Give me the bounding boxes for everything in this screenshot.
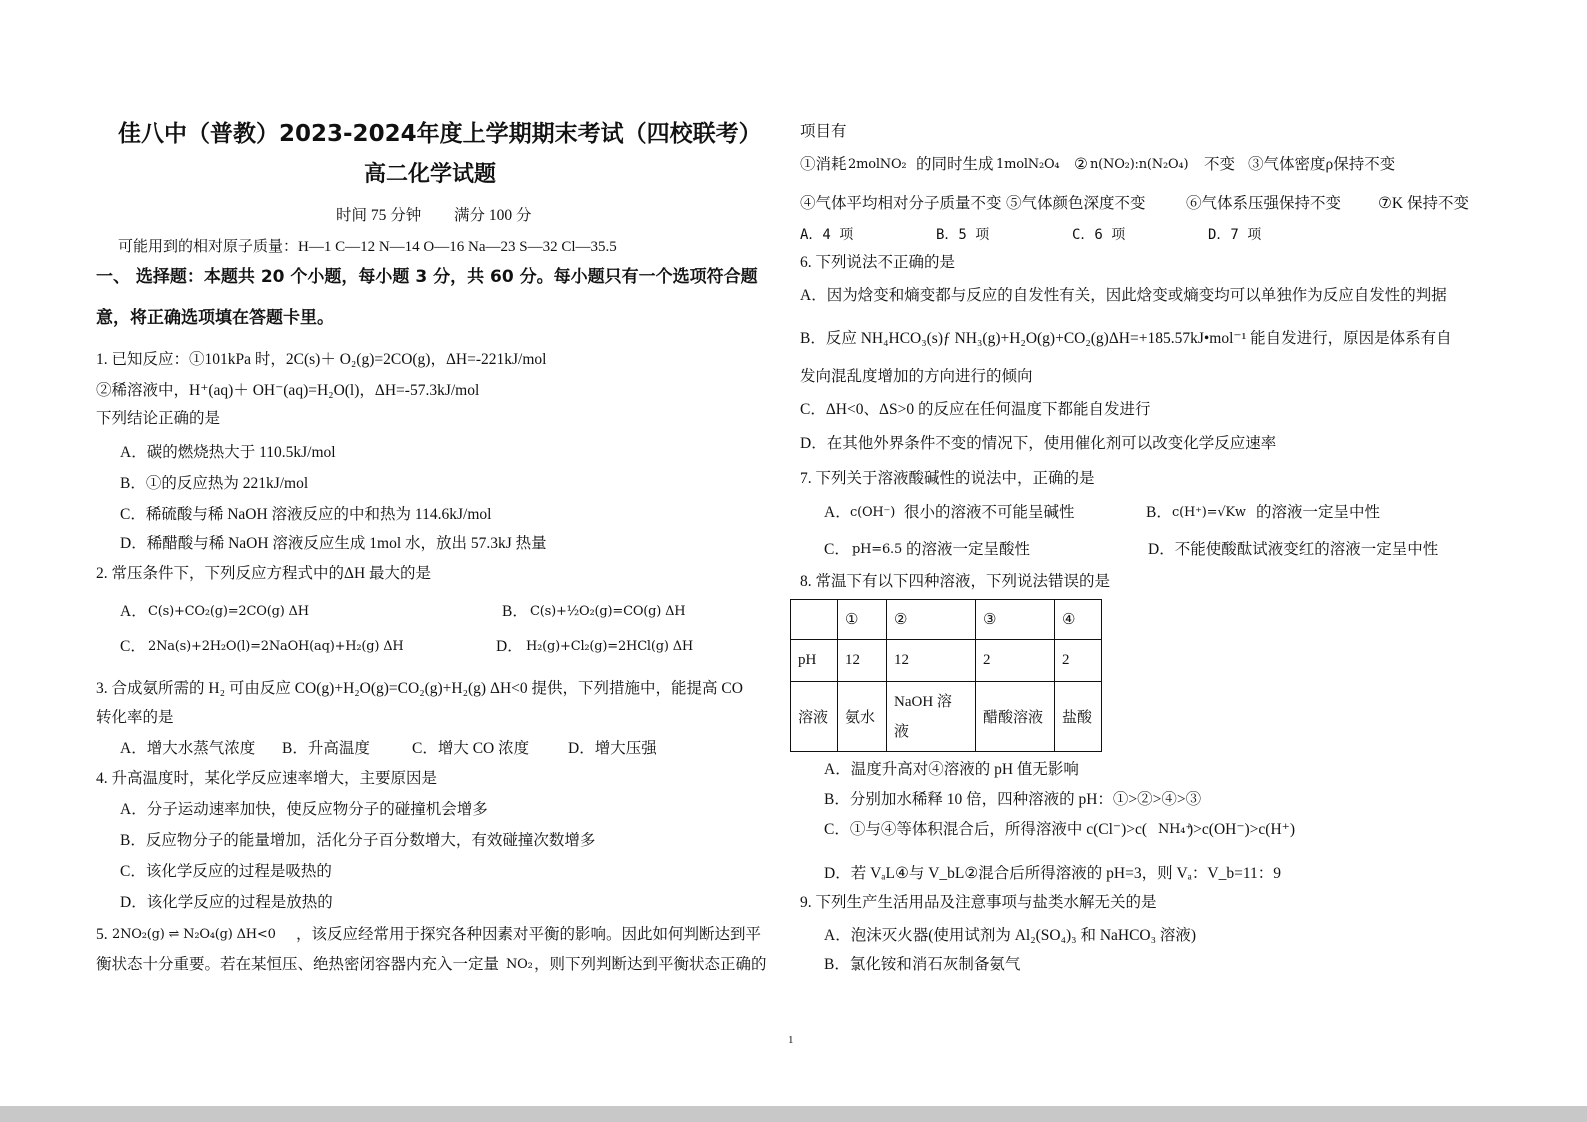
table-cell: 12 <box>838 640 887 682</box>
q5-item-3: ③气体密度ρ保持不变 <box>1248 156 1396 173</box>
table-cell: 氨水 <box>838 682 887 752</box>
q3-option-a: A．增大水蒸气浓度 <box>120 740 256 757</box>
table-row <box>791 682 1102 752</box>
q7-option-b-text: 的溶液一定呈中性 <box>1256 504 1381 521</box>
q5-item-2a: ② <box>1074 156 1088 173</box>
q5-option-c: C．6 项 <box>1072 227 1126 243</box>
table-cell: 2 <box>1055 640 1102 682</box>
q2-option-b-label: B． <box>502 603 528 620</box>
q5-item-2-eq: n(NO₂):n(N₂O₄) <box>1090 157 1189 172</box>
q5-option-a: A．4 项 <box>800 227 854 243</box>
q7-option-c-text: 的溶液一定呈酸性 <box>906 541 1031 558</box>
q5-item-5: ⑤气体颜色深度不变 <box>1006 195 1146 212</box>
q9-option-b: B．氯化铵和消石灰制备氨气 <box>824 956 1021 973</box>
q5-stem-2b: ，则下列判断达到平衡状态正确的 <box>534 956 767 973</box>
section-heading-line2: 意，将正确选项填在答题卡里。 <box>96 308 334 328</box>
q8-stem: 8. 常温下有以下四种溶液，下列说法错误的是 <box>800 573 1111 590</box>
exam-time: 时间 75 分钟 <box>336 207 422 224</box>
q5-stem-2a: 衡状态十分重要。若在某恒压、绝热密闭容器内充入一定量 <box>96 956 500 973</box>
q7-stem: 7. 下列关于溶液酸碱性的说法中，正确的是 <box>800 470 1095 487</box>
q3-stem-2: 转化率的是 <box>96 709 174 726</box>
q7-option-d: D．不能使酸酞试液变红的溶液一定呈中性 <box>1148 541 1439 558</box>
q3-option-c: C．增大 CO 浓度 <box>412 740 530 757</box>
q8-option-c-b: )>c(OH⁻)>c(H⁺) <box>1188 821 1295 838</box>
table-cell-line: NaOH 溶 <box>894 693 952 710</box>
q7-option-a-text: 很小的溶液不可能呈碱性 <box>904 504 1075 521</box>
q2-option-d-equation: H₂(g)+Cl₂(g)=2HCl(g) ΔH <box>526 639 694 654</box>
q9-stem: 9. 下列生产生活用品及注意事项与盐类水解无关的是 <box>800 894 1157 911</box>
q2-option-c-label: C． <box>120 638 146 655</box>
q6-option-b-1: B．反应 NH₄HCO₃(s)ƒ NH₃(g)+H₂O(g)+CO₂(g)ΔH=+185.57kJ•mol⁻¹ 能自发进行，原因是体系有自 <box>800 330 1452 347</box>
q3-option-b: B．升高温度 <box>282 740 370 757</box>
q7-option-c-eq: pH=6.5 <box>852 542 903 557</box>
table-cell: 12 <box>887 640 976 682</box>
table-cell: ② <box>887 600 976 640</box>
q5-item-1-eq2: 1molN₂O₄ <box>996 157 1060 172</box>
q2-stem: 2. 常压条件下，下列反应方程式中的ΔH 最大的是 <box>96 565 432 582</box>
table-row <box>791 640 1102 682</box>
q5-item-4: ④气体平均相对分子质量不变 <box>800 195 1002 212</box>
q1-stem-1: 1. 已知反应：①101kPa 时，2C(s)＋ O₂(g)=2CO(g)，ΔH=-221kJ/mol <box>96 351 547 368</box>
q7-option-a-label: A． <box>824 504 851 521</box>
q1-option-b: B．①的反应热为 221kJ/mol <box>120 475 309 492</box>
section-heading-line1: 一、 选择题：本题共 20 个小题，每小题 3 分，共 60 分。每小题只有一个选项符合题 <box>96 267 758 287</box>
q8-solution-table <box>790 599 1102 752</box>
table-cell-line: 液 <box>894 723 910 740</box>
q5-equation: 2NO₂(g) ⇌ N₂O₄(g) ΔH<0 <box>112 927 276 942</box>
q5-number: 5. <box>96 926 108 943</box>
q2-option-a-label: A． <box>120 603 147 620</box>
q3-option-d: D．增大压强 <box>568 740 657 757</box>
table-cell: 醋酸溶液 <box>976 682 1055 752</box>
bottom-bar <box>0 1106 1587 1122</box>
q1-stem-3: 下列结论正确的是 <box>96 410 221 427</box>
q1-option-a: A．碳的燃烧热大于 110.5kJ/mol <box>120 444 336 461</box>
q5-stem-3: 项目有 <box>800 123 847 140</box>
q7-option-c-label: C． <box>824 541 850 558</box>
q5-item-1-eq1: 2molNO₂ <box>848 157 907 172</box>
q3-stem-1: 3. 合成氨所需的 H₂ 可由反应 CO(g)+H₂O(g)=CO₂(g)+H₂(g) ΔH<0 提供，下列措施中，能提高 CO <box>96 680 743 697</box>
q4-option-c: C．该化学反应的过程是吸热的 <box>120 863 332 880</box>
q2-option-a-equation: C(s)+CO₂(g)=2CO(g) ΔH <box>148 604 309 619</box>
atomic-masses: 可能用到的相对原子质量：H—1 C—12 N—14 O—16 Na—23 S—32 Cl—35.5 <box>118 239 617 255</box>
q6-stem: 6. 下列说法不正确的是 <box>800 254 956 271</box>
q8-option-c-eq: NH₄⁺ <box>1158 822 1192 837</box>
q5-option-b: B．5 项 <box>936 227 990 243</box>
table-cell: ④ <box>1055 600 1102 640</box>
q6-option-b-2: 发向混乱度增加的方向进行的倾向 <box>800 368 1033 385</box>
q5-stem-1: ，该反应经常用于探究各种因素对平衡的影响。因此如何判断达到平 <box>296 926 762 943</box>
q5-stem-2-eq: NO₂ <box>506 957 533 972</box>
q5-item-6: ⑥气体系压强保持不变 <box>1186 195 1342 212</box>
q6-option-a: A．因为焓变和熵变都与反应的自发性有关，因此焓变或熵变均可以单独作为反应自发性的判据 <box>800 287 1447 304</box>
q8-option-b: B．分别加水稀释 10 倍，四种溶液的 pH：①>②>④>③ <box>824 791 1202 808</box>
q7-option-b-label: B． <box>1146 504 1172 521</box>
q5-item-1b: 的同时生成 <box>916 156 994 173</box>
q5-item-2b: 不变 <box>1204 156 1236 173</box>
table-cell: ③ <box>976 600 1055 640</box>
table-cell: 2 <box>976 640 1055 682</box>
q1-option-c: C．稀硫酸与稀 NaOH 溶液反应的中和热为 114.6kJ/mol <box>120 506 492 523</box>
exam-score: 满分 100 分 <box>454 207 532 224</box>
exam-title: 佳八中（普教）2023-2024年度上学期期末考试（四校联考） <box>118 121 762 147</box>
q8-option-a: A．温度升高对④溶液的 pH 值无影响 <box>824 761 1079 778</box>
q1-stem-2: ②稀溶液中，H⁺(aq)＋ OH⁻(aq)=H₂O(l)，ΔH=-57.3kJ/mol <box>96 382 480 399</box>
q1-option-d: D．稀醋酸与稀 NaOH 溶液反应生成 1mol 水，放出 57.3kJ 热量 <box>120 535 547 552</box>
q7-option-a-eq: c(OH⁻) <box>850 505 896 520</box>
exam-subtitle: 高二化学试题 <box>364 162 497 187</box>
q7-option-b-eq: c(H⁺)=√Kw <box>1172 505 1246 520</box>
table-cell: ① <box>838 600 887 640</box>
q2-option-b-equation: C(s)+½O₂(g)=CO(g) ΔH <box>530 604 686 619</box>
q2-option-d-label: D． <box>496 638 523 655</box>
q4-option-b: B．反应物分子的能量增加，活化分子百分数增大，有效碰撞次数增多 <box>120 832 596 849</box>
q4-option-d: D．该化学反应的过程是放热的 <box>120 894 333 911</box>
table-header-row <box>791 600 1102 640</box>
page-number: 1 <box>788 1034 794 1046</box>
table-cell: 溶液 <box>791 682 838 752</box>
table-cell <box>791 600 838 640</box>
q6-option-c: C．ΔH<0、ΔS>0 的反应在任何温度下都能自发进行 <box>800 401 1151 418</box>
q8-option-d: D．若 VₐL④与 V_bL②混合后所得溶液的 pH=3，则 Vₐ：V_b=11：9 <box>824 865 1282 882</box>
table-cell <box>887 682 976 752</box>
q9-option-a: A．泡沫灭火器(使用试剂为 Al₂(SO₄)₃ 和 NaHCO₃ 溶液) <box>824 927 1197 944</box>
table-cell: 盐酸 <box>1055 682 1102 752</box>
q5-item-1a: ①消耗 <box>800 156 847 173</box>
q4-stem: 4. 升高温度时，某化学反应速率增大，主要原因是 <box>96 770 438 787</box>
q2-option-c-equation: 2Na(s)+2H₂O(l)=2NaOH(aq)+H₂(g) ΔH <box>148 639 404 654</box>
q4-option-a: A．分子运动速率加快，使反应物分子的碰撞机会增多 <box>120 801 488 818</box>
q8-option-c-a: C．①与④等体积混合后，所得溶液中 c(Cl⁻)>c( <box>824 821 1148 838</box>
q6-option-d: D．在其他外界条件不变的情况下，使用催化剂可以改变化学反应速率 <box>800 435 1277 452</box>
q5-item-7: ⑦K 保持不变 <box>1378 195 1469 212</box>
table-cell: pH <box>791 640 838 682</box>
q5-option-d: D．7 项 <box>1208 227 1262 243</box>
